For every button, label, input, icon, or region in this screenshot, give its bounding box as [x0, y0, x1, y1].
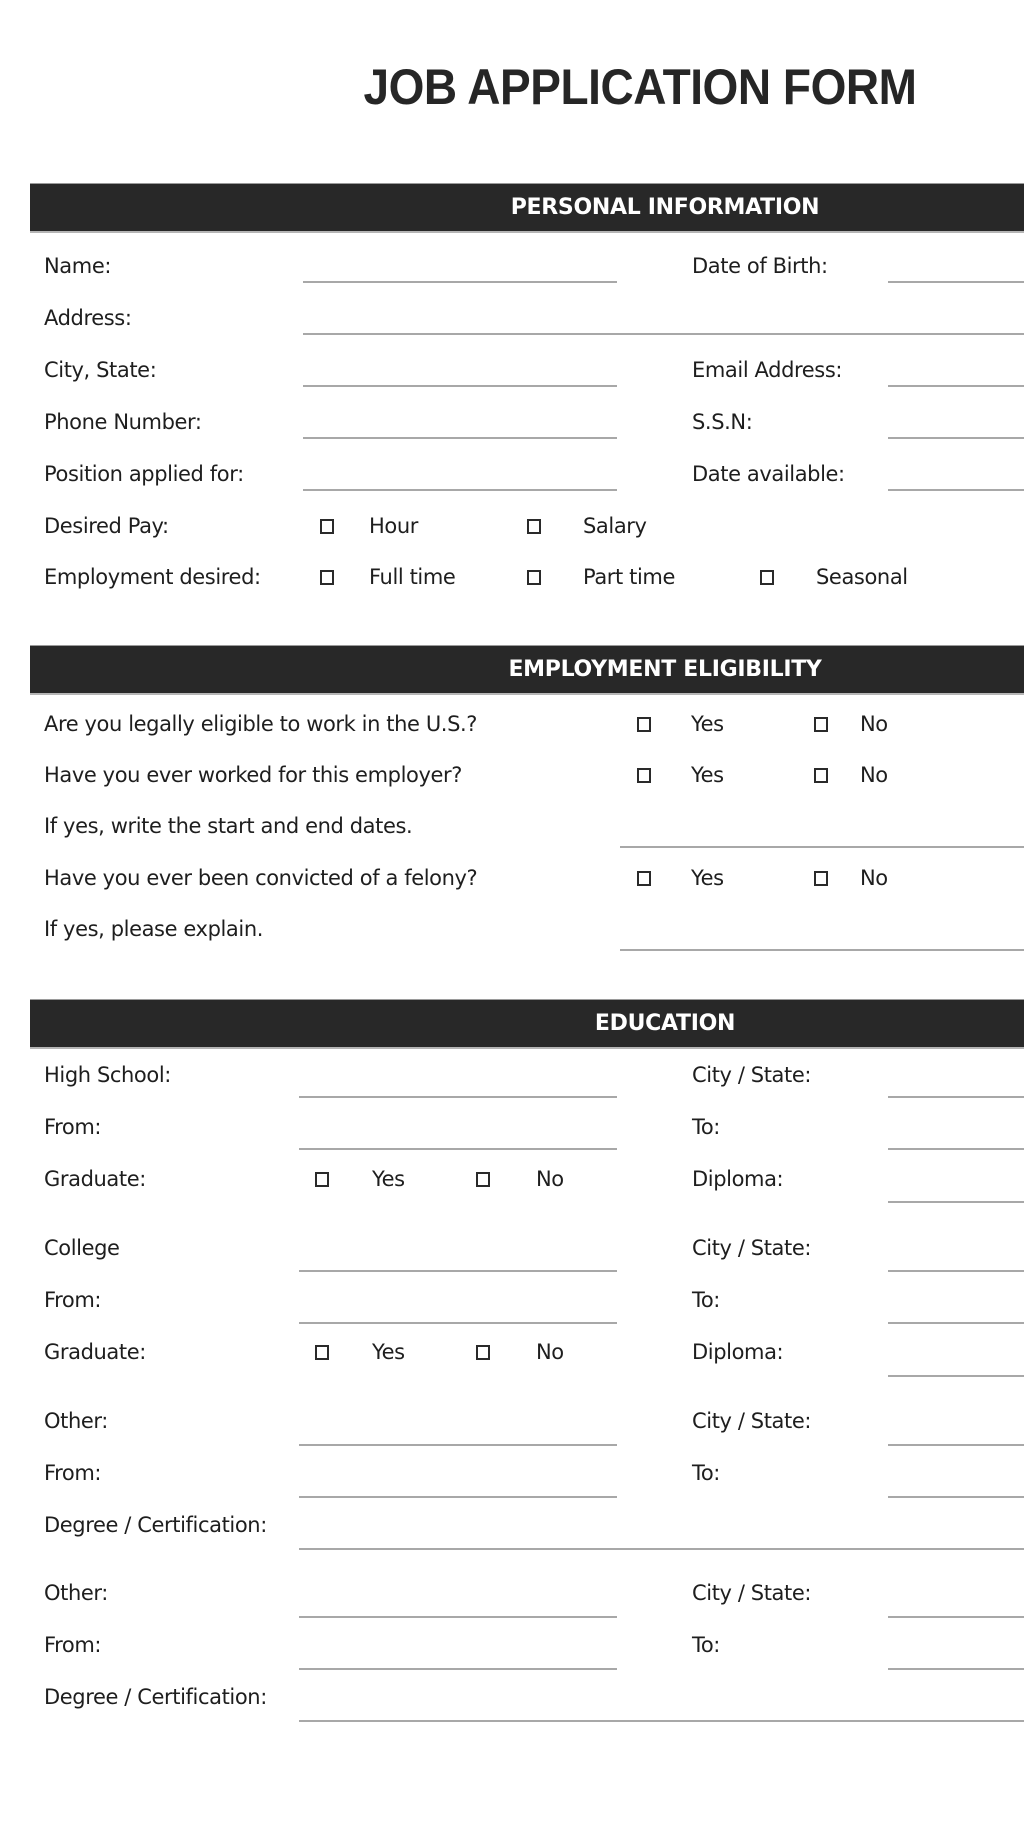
other1-to-field[interactable]	[888, 1496, 1024, 1498]
hs-graduate-yes-label: Yes	[372, 1167, 405, 1191]
other1-from-label: From:	[44, 1461, 102, 1485]
hs-city-state-field[interactable]	[888, 1096, 1024, 1098]
other2-field[interactable]	[299, 1616, 617, 1618]
other1-field[interactable]	[299, 1444, 617, 1446]
hs-graduate-no-checkbox[interactable]	[476, 1172, 490, 1187]
felony-question: Have you ever been convicted of a felony?	[44, 866, 478, 890]
other2-degree-field[interactable]	[299, 1720, 1024, 1722]
phone-label: Phone Number:	[44, 410, 202, 434]
other1-degree-field[interactable]	[299, 1548, 1024, 1550]
college-graduate-yes-checkbox[interactable]	[315, 1345, 329, 1360]
dob-label: Date of Birth:	[692, 254, 828, 278]
eligible-yes-label: Yes	[691, 712, 724, 736]
other2-from-label: From:	[44, 1633, 102, 1657]
hs-graduate-no-label: No	[536, 1167, 564, 1191]
worked-no-label: No	[860, 763, 888, 787]
dates-field[interactable]	[620, 846, 1024, 848]
date-available-field[interactable]	[888, 489, 1024, 491]
page-title: JOB APPLICATION FORM	[363, 59, 917, 115]
other2-city-state-field[interactable]	[888, 1616, 1024, 1618]
pay-salary-label: Salary	[583, 514, 647, 538]
other1-city-state-field[interactable]	[888, 1444, 1024, 1446]
worked-yes-label: Yes	[691, 763, 724, 787]
felony-yes-checkbox[interactable]	[637, 871, 651, 886]
email-field[interactable]	[888, 385, 1024, 387]
employment-desired-label: Employment desired:	[44, 565, 261, 589]
ssn-label: S.S.N:	[692, 410, 753, 434]
college-from-label: From:	[44, 1288, 102, 1312]
full-time-label: Full time	[369, 565, 456, 589]
hs-graduate-label: Graduate:	[44, 1167, 146, 1191]
explain-prompt: If yes, please explain.	[44, 917, 264, 941]
college-from-field[interactable]	[299, 1322, 617, 1324]
other1-city-state-label: City / State:	[692, 1409, 812, 1433]
worked-question: Have you ever worked for this employer?	[44, 763, 462, 787]
other2-label: Other:	[44, 1581, 108, 1605]
name-label: Name:	[44, 254, 112, 278]
worked-no-checkbox[interactable]	[814, 768, 828, 783]
other2-city-state-label: City / State:	[692, 1581, 812, 1605]
seasonal-checkbox[interactable]	[760, 570, 774, 585]
college-city-state-label: City / State:	[692, 1236, 812, 1260]
part-time-label: Part time	[583, 565, 675, 589]
city-state-label: City, State:	[44, 358, 157, 382]
other1-from-field[interactable]	[299, 1496, 617, 1498]
felony-no-checkbox[interactable]	[814, 871, 828, 886]
hs-to-label: To:	[692, 1115, 720, 1139]
other1-to-label: To:	[692, 1461, 720, 1485]
dates-prompt: If yes, write the start and end dates.	[44, 814, 413, 838]
other1-label: Other:	[44, 1409, 108, 1433]
address-label: Address:	[44, 306, 132, 330]
pay-hour-checkbox[interactable]	[320, 519, 334, 534]
name-field[interactable]	[303, 281, 617, 283]
address-field[interactable]	[303, 333, 1024, 335]
seasonal-label: Seasonal	[816, 565, 908, 589]
college-graduate-no-label: No	[536, 1340, 564, 1364]
other2-to-field[interactable]	[888, 1668, 1024, 1670]
section-header-personal	[30, 183, 1024, 233]
eligible-no-label: No	[860, 712, 888, 736]
position-label: Position applied for:	[44, 462, 244, 486]
college-to-field[interactable]	[888, 1322, 1024, 1324]
college-field[interactable]	[299, 1270, 617, 1272]
hs-from-label: From:	[44, 1115, 102, 1139]
college-label: College	[44, 1236, 120, 1260]
college-city-state-field[interactable]	[888, 1270, 1024, 1272]
section-title: EMPLOYMENT ELIGIBILITY	[508, 657, 822, 682]
college-graduate-label: Graduate:	[44, 1340, 146, 1364]
city-state-field[interactable]	[303, 385, 617, 387]
pay-hour-label: Hour	[369, 514, 418, 538]
phone-field[interactable]	[303, 437, 617, 439]
date-available-label: Date available:	[692, 462, 845, 486]
section-title: EDUCATION	[594, 1011, 736, 1036]
position-field[interactable]	[303, 489, 617, 491]
felony-no-label: No	[860, 866, 888, 890]
hs-city-state-label: City / State:	[692, 1063, 812, 1087]
pay-salary-checkbox[interactable]	[527, 519, 541, 534]
eligible-question: Are you legally eligible to work in the U.S.?	[44, 712, 478, 736]
explain-field[interactable]	[620, 949, 1024, 951]
section-title: PERSONAL INFORMATION	[510, 195, 820, 220]
high-school-label: High School:	[44, 1063, 171, 1087]
full-time-checkbox[interactable]	[320, 570, 334, 585]
dob-field[interactable]	[888, 281, 1024, 283]
section-header-education	[30, 999, 1024, 1049]
college-graduate-no-checkbox[interactable]	[476, 1345, 490, 1360]
college-diploma-field[interactable]	[888, 1375, 1024, 1377]
part-time-checkbox[interactable]	[527, 570, 541, 585]
college-diploma-label: Diploma:	[692, 1340, 784, 1364]
worked-yes-checkbox[interactable]	[637, 768, 651, 783]
college-graduate-yes-label: Yes	[372, 1340, 405, 1364]
high-school-field[interactable]	[299, 1096, 617, 1098]
hs-from-field[interactable]	[299, 1148, 617, 1150]
hs-to-field[interactable]	[888, 1148, 1024, 1150]
hs-graduate-yes-checkbox[interactable]	[315, 1172, 329, 1187]
eligible-yes-checkbox[interactable]	[637, 717, 651, 732]
college-to-label: To:	[692, 1288, 720, 1312]
desired-pay-label: Desired Pay:	[44, 514, 169, 538]
ssn-field[interactable]	[888, 437, 1024, 439]
section-header-eligibility	[30, 645, 1024, 695]
hs-diploma-field[interactable]	[888, 1201, 1024, 1203]
hs-diploma-label: Diploma:	[692, 1167, 784, 1191]
other1-degree-label: Degree / Certification:	[44, 1513, 267, 1537]
other2-degree-label: Degree / Certification:	[44, 1685, 267, 1709]
other2-to-label: To:	[692, 1633, 720, 1657]
eligible-no-checkbox[interactable]	[814, 717, 828, 732]
other2-from-field[interactable]	[299, 1668, 617, 1670]
email-label: Email Address:	[692, 358, 843, 382]
felony-yes-label: Yes	[691, 866, 724, 890]
